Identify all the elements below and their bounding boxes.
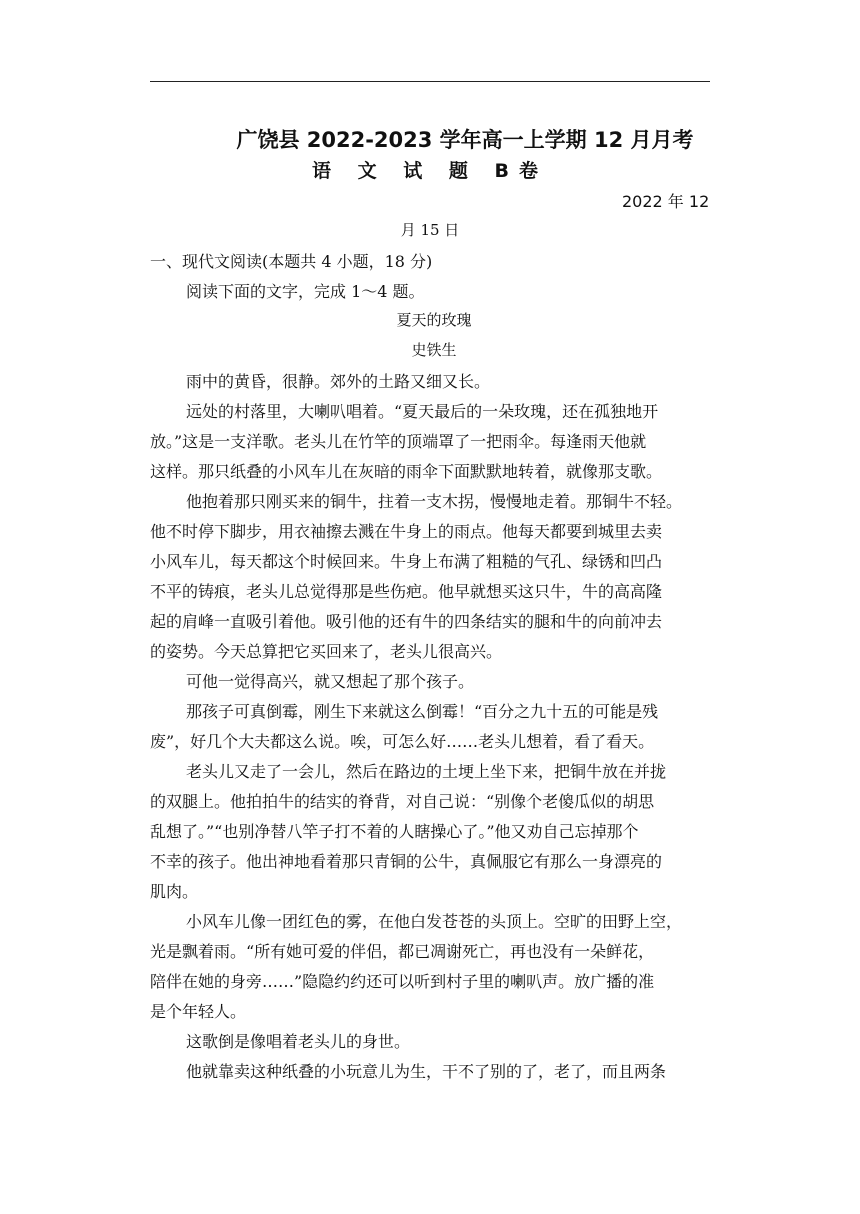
- article-line: 的姿势。今天总算把它买回来了，老头儿很高兴。: [150, 642, 503, 661]
- article-line: 光是飘着雨。“所有她可爱的伴侣，都已凋谢死亡，再也没有一朵鲜花，: [150, 942, 655, 961]
- exam-title: 广饶县 2022-2023 学年高一上学期 12 月月考: [236, 128, 694, 152]
- article-line: 那孩子可真倒霉，刚生下来就这么倒霉！“百分之九十五的可能是残: [186, 702, 659, 721]
- article-line: 不幸的孩子。他出神地看着那只青铜的公牛，真佩服它有那么一身漂亮的: [150, 852, 663, 871]
- article-line: 远处的村落里，大喇叭唱着。“夏天最后的一朵玫瑰，还在孤独地开: [186, 402, 659, 421]
- article-line: 废”，好几个大夫都这么说。唉，可怎么好……老头儿想着，看了看天。: [150, 732, 655, 751]
- article-line: 他不时停下脚步，用衣袖擦去溅在牛身上的雨点。他每天都要到城里去卖: [150, 522, 663, 541]
- article-title: 夏天的玫瑰: [396, 311, 472, 329]
- article-line: 肌肉。: [150, 882, 199, 901]
- article-line: 他就靠卖这种纸叠的小玩意儿为生，干不了别的了，老了，而且两条: [186, 1062, 667, 1081]
- article-line: 老头儿又走了一会儿，然后在路边的土埂上坐下来，把铜牛放在并拢: [186, 762, 667, 781]
- article-line: 这样。那只纸叠的小风车儿在灰暗的雨伞下面默默地转着，就像那支歌。: [150, 462, 663, 481]
- header-rule: [150, 81, 710, 82]
- article-line: 陪伴在她的身旁……”隐隐约约还可以听到村子里的喇叭声。放广播的准: [150, 972, 655, 991]
- article-line: 雨中的黄昏，很静。郊外的土路又细又长。: [186, 372, 491, 391]
- article-line: 的双腿上。他拍拍牛的结实的脊背，对自己说：“别像个老傻瓜似的胡思: [150, 792, 655, 811]
- article-line: 小风车儿像一团红色的雾，在他白发苍苍的头顶上。空旷的田野上空，: [186, 912, 683, 931]
- article-line: 是个年轻人。: [150, 1002, 247, 1021]
- exam-date-line-1: 2022 年 12: [622, 192, 710, 211]
- section-instruction: 阅读下面的文字，完成 1～4 题。: [186, 282, 425, 301]
- article-author: 史铁生: [411, 341, 457, 359]
- article-line: 可他一觉得高兴，就又想起了那个孩子。: [186, 672, 475, 691]
- article-line: 小风车儿，每天都这个时候回来。牛身上布满了粗糙的气孔、绿锈和凹凸: [150, 552, 663, 571]
- exam-date-line-2: 月 15 日: [400, 221, 460, 239]
- article-line: 他抱着那只刚买来的铜牛，拄着一支木拐，慢慢地走着。那铜牛不轻。: [186, 492, 683, 511]
- article-line: 放。”这是一支洋歌。老头儿在竹竿的顶端罩了一把雨伞。每逢雨天他就: [150, 432, 647, 451]
- article-line: 不平的铸痕，老头儿总觉得那是些伤疤。他早就想买这只牛，牛的高高隆: [150, 582, 663, 601]
- section-heading: 一、现代文阅读(本题共 4 小题，18 分): [150, 252, 433, 271]
- exam-subtitle: 语 文 试 题 B卷: [312, 160, 548, 182]
- article-line: 乱想了。”“也别净替八竿子打不着的人瞎操心了。”他又劝自己忘掉那个: [150, 822, 639, 841]
- article-line: 起的肩峰一直吸引着他。吸引他的还有牛的四条结实的腿和牛的向前冲去: [150, 612, 663, 631]
- article-line: 这歌倒是像唱着老头儿的身世。: [186, 1032, 411, 1051]
